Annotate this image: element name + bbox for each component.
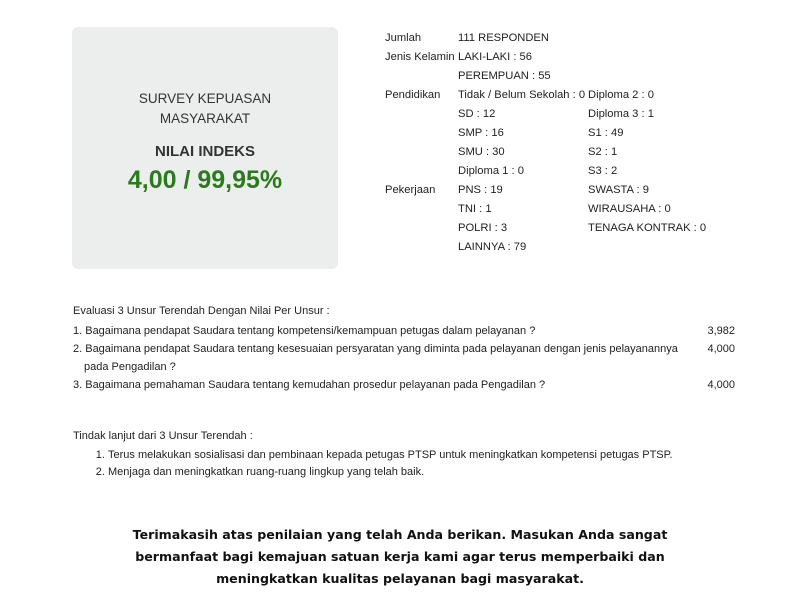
pekerjaan-label: Pekerjaan (385, 184, 436, 196)
followup-heading: Tindak lanjut dari 3 Unsur Terendah : (73, 430, 253, 442)
followup-item: 1. Terus melakukan sosialisasi dan pembinaan kepada petugas PTSP untuk meningkatkan kompetensi petugas PTSP. (108, 447, 743, 464)
pendidikan-item: Diploma 1 : 0 (458, 165, 524, 177)
gender-male: LAKI-LAKI : 56 (458, 51, 533, 63)
survey-title-line2: MASYARAKAT (159, 111, 251, 126)
survey-title (72, 89, 338, 129)
thank-you-line3: meningkatkan kualitas pelayanan bagi masyarakat. (216, 571, 584, 586)
pendidikan-item: SD : 12 (458, 108, 496, 120)
gender-female: PEREMPUAN : 55 (458, 70, 551, 82)
evaluation-item (73, 322, 743, 340)
pendidikan-item: S2 : 1 (588, 146, 618, 158)
evaluation-score: 3,982 (707, 325, 735, 337)
score-card (72, 27, 338, 269)
evaluation-item (73, 376, 743, 394)
evaluation-question: 3. Bagaimana pemahaman Saudara tentang kemudahan prosedur pelayanan pada Pengadilan ? (73, 379, 546, 391)
evaluation-heading: Evaluasi 3 Unsur Terendah Dengan Nilai Per Unsur : (73, 305, 330, 317)
pekerjaan-item: TNI : 1 (458, 203, 492, 215)
pekerjaan-item: TENAGA KONTRAK : 0 (588, 222, 707, 234)
pendidikan-item: S1 : 49 (588, 127, 624, 139)
index-value: 4,00 / 99,95% (127, 166, 283, 194)
pendidikan-label: Pendidikan (385, 89, 441, 101)
pendidikan-item: SMP : 16 (458, 127, 504, 139)
jumlah-value: 111 RESPONDEN (458, 32, 549, 44)
pekerjaan-item: LAINNYA : 79 (458, 241, 527, 253)
gender-label: Jenis Kelamin (385, 51, 455, 63)
evaluation-score: 4,000 (707, 379, 735, 391)
pekerjaan-item: WIRAUSAHA : 0 (588, 203, 671, 215)
index-label: NILAI INDEKS (154, 143, 255, 160)
evaluation-question: 2. Bagaimana pendapat Saudara tentang kesesuaian persyaratan yang diminta pada pelayanan dengan jenis pelayanannya pada Pengadilan ? (73, 343, 678, 373)
pendidikan-item: Diploma 2 : 0 (588, 89, 654, 101)
thank-you-line1: Terimakasih atas penilaian yang telah Anda berikan. Masukan Anda sangat (132, 527, 668, 542)
pekerjaan-item: PNS : 19 (458, 184, 503, 196)
evaluation-score: 4,000 (707, 343, 735, 355)
evaluation-question: 1. Bagaimana pendapat Saudara tentang kompetensi/kemampuan petugas dalam pelayanan ? (73, 325, 536, 337)
followup-section (73, 428, 743, 481)
pekerjaan-item: POLRI : 3 (458, 222, 508, 234)
followup-item: 2. Menjaga dan meningkatkan ruang-ruang lingkup yang telah baik. (108, 464, 743, 481)
pendidikan-item: SMU : 30 (458, 146, 505, 158)
pendidikan-item: S3 : 2 (588, 165, 618, 177)
jumlah-label: Jumlah (385, 32, 422, 44)
followup-list (73, 447, 743, 481)
pekerjaan-item: SWASTA : 9 (588, 184, 649, 196)
evaluation-section (73, 302, 743, 394)
thank-you-message (80, 524, 720, 590)
pendidikan-item: Diploma 3 : 1 (588, 108, 654, 120)
evaluation-item (73, 340, 743, 376)
pendidikan-item: Tidak / Belum Sekolah : 0 (458, 89, 586, 101)
survey-title-line1: SURVEY KEPUASAN (138, 91, 272, 106)
thank-you-line2: bermanfaat bagi kemajuan satuan kerja kami agar terus memperbaiki dan (135, 549, 665, 564)
